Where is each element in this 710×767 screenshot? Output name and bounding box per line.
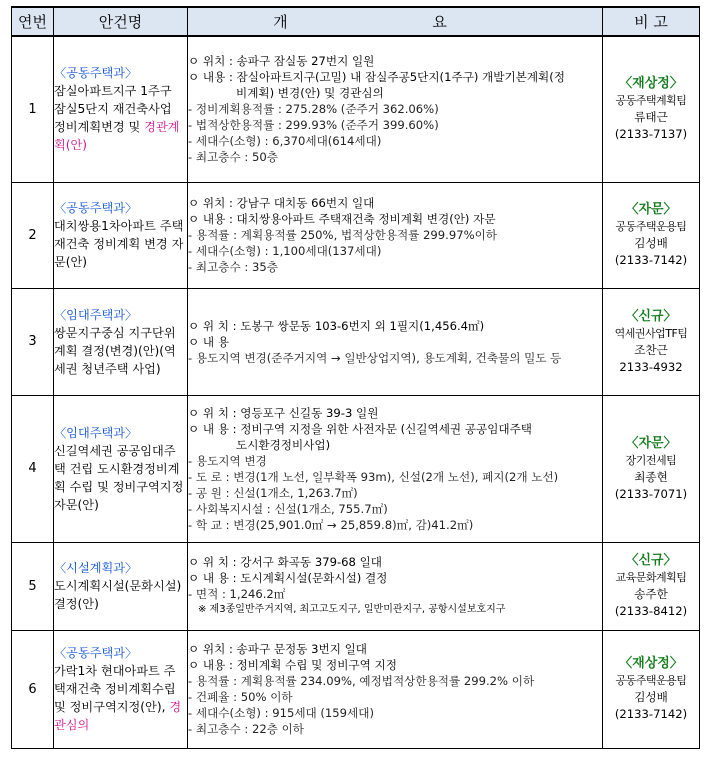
status-badge: 〈신규〉	[625, 308, 677, 324]
agenda-title-cell	[54, 36, 188, 182]
header-row	[12, 7, 700, 36]
overview-line: ㅇ 내용 : 잠실아파트지구(고밀) 내 잠실주공5단지(1주구) 개발기본계획(정	[188, 70, 565, 85]
status-badge: 〈자문〉	[625, 435, 677, 451]
row-number: 6	[12, 630, 54, 748]
overview-line: ㅇ 위치 : 송파구 문정동 3번지 일대	[188, 642, 367, 656]
row-number: 5	[12, 542, 54, 630]
overview-line: ㅇ 내 용	[188, 334, 229, 349]
overview-line: - 세대수(소형) : 1,100세대(137세대)	[188, 244, 382, 258]
overview-line: ㅇ 내 용 : 정비구역 지정을 위한 사전자문 (신길역세권 공공임대주택	[188, 421, 532, 436]
team-name: 역세권사업TF팀	[614, 326, 688, 340]
department-label: 〈공동주택과〉	[54, 646, 138, 660]
overview-line: 도시환경정비사업)	[236, 437, 331, 452]
phone-number: 2133-4932	[619, 359, 683, 374]
department-label: 〈시설계획과〉	[54, 561, 138, 575]
overview-line: - 법적상한용적률 : 299.93% (준주거 399.60%)	[188, 118, 439, 133]
table-row	[12, 182, 700, 288]
phone-number: (2133-7137)	[614, 127, 688, 142]
status-badge: 〈신규〉	[625, 553, 677, 568]
status-badge: 〈재상정〉	[619, 76, 683, 92]
overview-line: - 세대수(소형) : 6,370세대(614세대)	[188, 134, 382, 149]
table-row	[12, 395, 700, 542]
overview-line: - 학 교 : 변경(25,901.0㎡ → 25,859.8)㎡, 감)41.2㎡)	[188, 517, 474, 532]
overview-cell	[188, 288, 603, 395]
overview-cell	[188, 182, 603, 288]
overview-line: - 용적률 : 계획용적률 234.09%, 예정법적상한용적률 299.2% 이하	[188, 674, 535, 688]
overview-line: - 도 로 : 변경(1개 노선, 일부확폭 93m), 신설(2개 노선), 폐지(2개 노선)	[188, 469, 559, 484]
overview-cell	[188, 36, 603, 182]
overview-line: - 면적 : 1,246.2㎡	[188, 587, 286, 601]
row-number: 3	[12, 288, 54, 395]
overview-line: ㅇ 내용 : 정비계획 수립 및 정비구역 지정	[188, 658, 397, 672]
overview-line: - 사회복지시설 : 신설(1개소, 755.7㎡)	[188, 501, 388, 516]
agenda-title: 도시계획시설(문화시설) 결정(안)	[54, 579, 182, 611]
remarks-cell	[603, 395, 700, 542]
person-name: 조찬근	[634, 342, 668, 357]
overview-cell	[188, 630, 603, 748]
row-number: 1	[12, 36, 54, 182]
remarks-cell	[603, 630, 700, 748]
phone-number: (2133-7142)	[614, 707, 688, 721]
agenda-title: 대치쌍용1차아파트 주택재건축 정비계획 변경 자문(안)	[54, 219, 184, 269]
remarks-cell	[603, 36, 700, 182]
overview-line: - 공 원 : 신설(1개소, 1,263.7㎡)	[188, 485, 358, 500]
overview-cell	[188, 395, 603, 542]
overview-line: ※ 제3종일반주거지역, 최고고도지구, 일반미관지구, 공항시설보호지구	[198, 604, 506, 615]
header-no: 연번	[12, 7, 54, 36]
overview-line: ㅇ 위 치 : 영등포구 신길동 39-3 일원	[188, 405, 379, 420]
overview-cell	[188, 542, 603, 630]
overview-line: - 용도지역 변경	[188, 453, 267, 468]
agenda-title-cell	[54, 542, 188, 630]
team-name: 공동주택운용팀	[615, 220, 687, 233]
agenda-table	[11, 6, 700, 749]
row-number: 2	[12, 182, 54, 288]
header-remarks: 비 고	[603, 7, 700, 36]
table-row	[12, 630, 700, 748]
agenda-title: 잠실아파트지구 1주구 잠실5단지 재건축사업 정비계획변경 및	[54, 84, 172, 135]
agenda-title-highlight: 경관심의	[54, 700, 182, 732]
remarks-cell	[603, 288, 700, 395]
person-name: 류태근	[634, 110, 668, 125]
agenda-title-cell	[54, 288, 188, 395]
agenda-title: 가락1차 현대아파트 주택재건축 정비계획수립 및 정비구역지정(안),	[54, 664, 176, 714]
phone-number: (2133-7071)	[614, 486, 688, 501]
table-row	[12, 288, 700, 395]
team-name: 공동주택계획팀	[615, 94, 687, 108]
agenda-title-highlight: 경관계획(안)	[54, 120, 180, 153]
department-label: 〈임대주택과〉	[54, 425, 138, 440]
overview-line: - 용도지역 변경(준주거지역 → 일반상업지역), 용도계획, 건축물의 밀도 등	[188, 350, 562, 365]
department-label: 〈공동주택과〉	[54, 66, 138, 81]
phone-number: (2133-8412)	[614, 604, 688, 618]
overview-line: - 정비계획용적률 : 275.28% (준주거 362.06%)	[188, 102, 439, 117]
person-name: 송주한	[634, 587, 668, 601]
overview-line: 비계획) 변경(안) 및 경관심의	[236, 86, 384, 101]
overview-line: ㅇ 위치 : 송파구 잠실동 27번지 일원	[188, 54, 375, 69]
row-number: 4	[12, 395, 54, 542]
person-name: 김성배	[634, 690, 668, 704]
person-name: 김성배	[634, 236, 668, 250]
overview-line: - 최고층수 : 35층	[188, 260, 278, 274]
agenda-title-cell	[54, 395, 188, 542]
header-title: 안건명	[54, 7, 188, 36]
overview-line: ㅇ 위치 : 강남구 대치동 66번지 일대	[188, 196, 375, 210]
agenda-title: 신길역세권 공공임대주택 건립 도시환경정비계획 수립 및 정비구역지정 자문(안)	[54, 443, 184, 512]
overview-line: ㅇ 내용 : 대치쌍용아파트 주택재건축 정비계획 변경(안) 자문	[188, 212, 496, 226]
agenda-title: 쌍문지구중심 지구단위계획 결정(변경)(안)(역세권 청년주택 사업)	[54, 325, 176, 376]
person-name: 최종현	[634, 469, 668, 484]
department-label: 〈임대주택과〉	[54, 307, 138, 322]
remarks-cell	[603, 182, 700, 288]
overview-line: - 건폐율 : 50% 이하	[188, 690, 293, 704]
remarks-cell	[603, 542, 700, 630]
agenda-title-cell	[54, 182, 188, 288]
overview-line: - 최고층수 : 22층 이하	[188, 722, 304, 736]
table-row	[12, 36, 700, 182]
phone-number: (2133-7142)	[614, 253, 688, 267]
header-overview: 개 요	[188, 7, 603, 36]
overview-line: - 용적률 : 계획용적률 250%, 법적상한용적률 299.97%이하	[188, 228, 498, 242]
team-name: 교육문화계획팀	[615, 571, 687, 584]
overview-line: ㅇ 위 치 : 도봉구 쌍문동 103-6번지 외 1필지(1,456.4㎡)	[188, 318, 485, 333]
team-name: 공동주택운용팀	[615, 674, 687, 687]
overview-line: - 최고층수 : 50층	[188, 150, 278, 165]
agenda-title-cell	[54, 630, 188, 748]
overview-line: ㅇ 위 치 : 강서구 화곡동 379-68 일대	[188, 555, 382, 569]
table-row	[12, 542, 700, 630]
overview-line: - 세대수(소형) : 915세대 (159세대)	[188, 706, 374, 720]
status-badge: 〈재상정〉	[619, 656, 683, 671]
department-label: 〈공동주택과〉	[54, 201, 138, 215]
status-badge: 〈자문〉	[625, 202, 677, 217]
team-name: 장기전세팀	[625, 453, 677, 467]
overview-line: ㅇ 내 용 : 도시계획시설(문화시설) 결정	[188, 571, 388, 585]
